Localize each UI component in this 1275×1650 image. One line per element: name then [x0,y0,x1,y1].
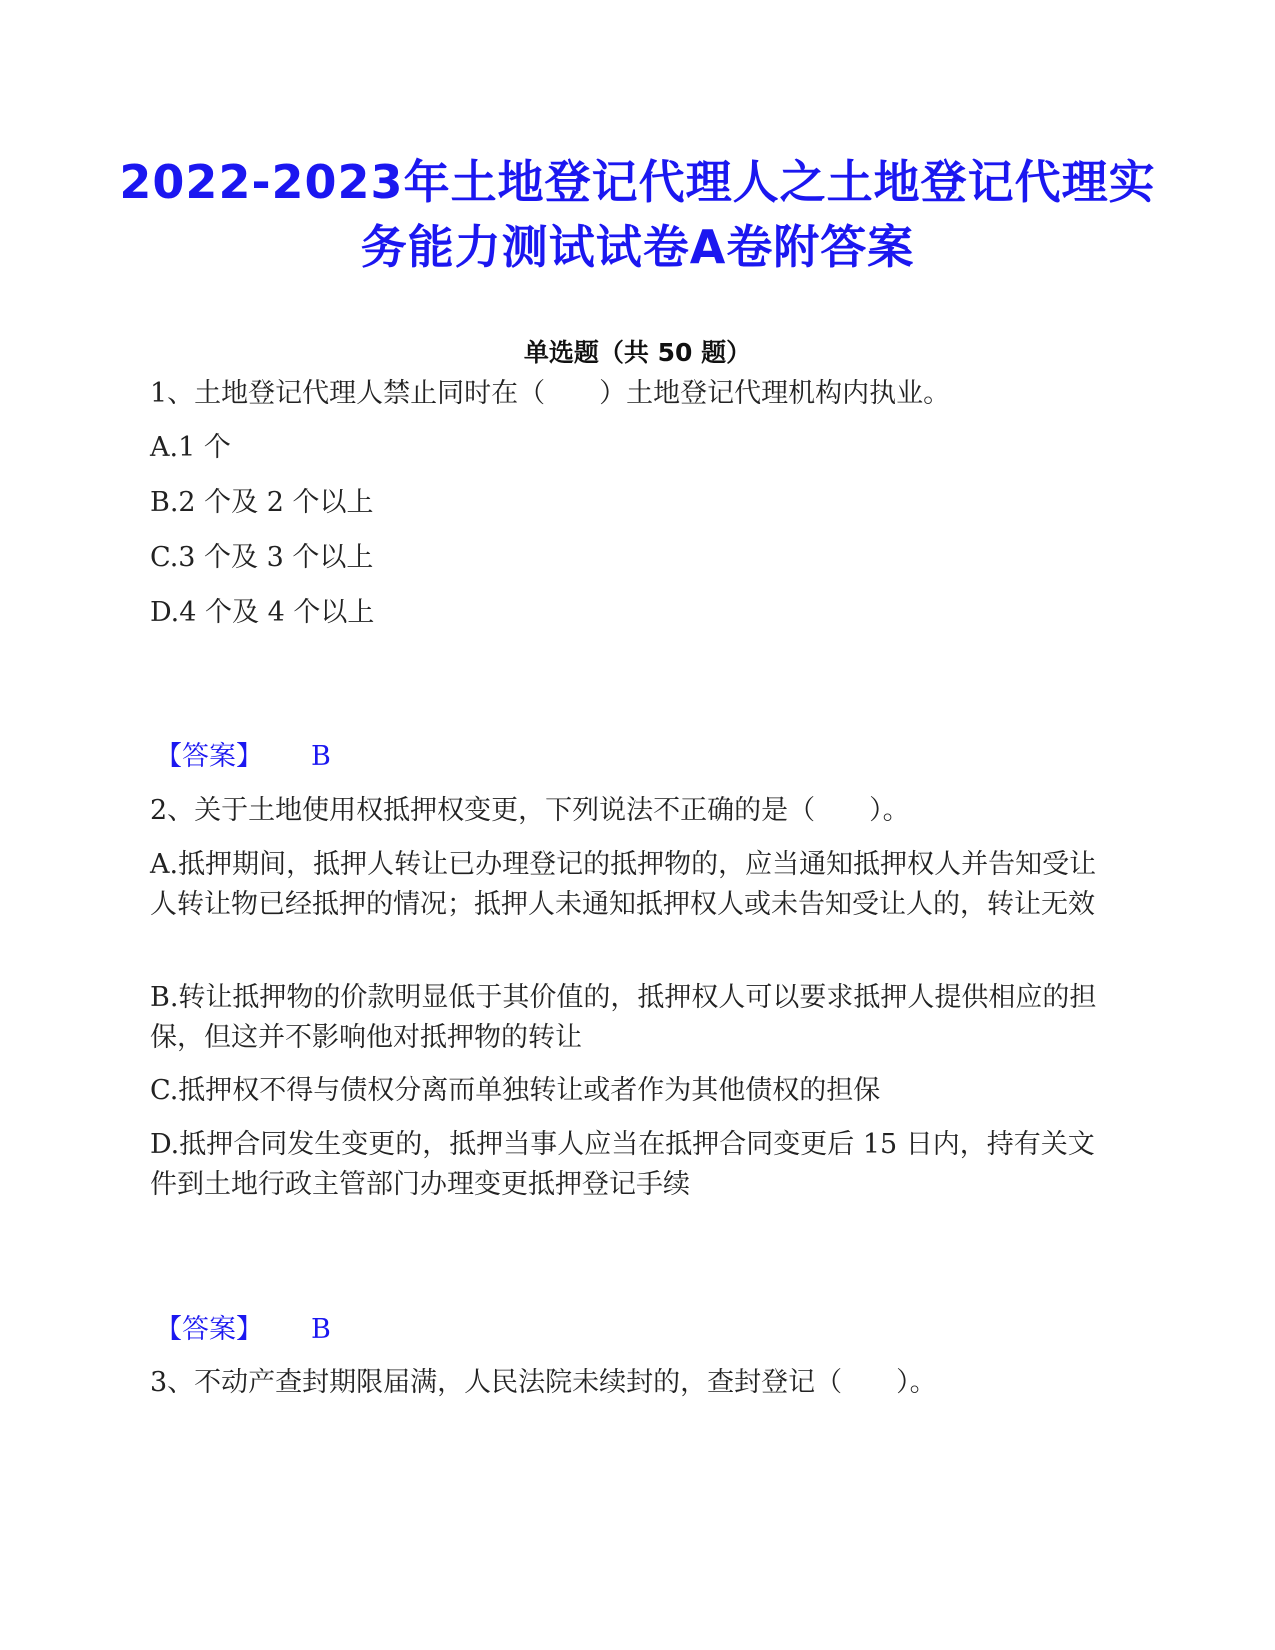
question-1-option-c: C.3 个及 3 个以上 [150,542,374,573]
question-2-answer [155,1310,331,1350]
answer-value: B [311,1314,331,1345]
question-2-option-a: A.抵押期间，抵押人转让已办理登记的抵押物的，应当通知抵押权人并告知受让人转让物已经抵押的情况；抵押人未通知抵押权人或未告知受让人的，转让无效 [150,849,1097,920]
document-title: 2022-2023年土地登记代理人之土地登记代理实务能力测试试卷A卷附答案 [119,155,1156,274]
answer-label: 【答案】 [155,741,263,772]
question-1-option-a: A.1 个 [150,432,231,463]
question-2-option-d: D.抵押合同发生变更的，抵押当事人应当在抵押合同变更后 15 日内，持有关文件到土地行政主管部门办理变更抵押登记手续 [150,1129,1095,1200]
question-1-option-d: D.4 个及 4 个以上 [150,597,375,628]
question-1-answer [155,737,331,777]
question-2-option-c: C.抵押权不得与债权分离而单独转让或者作为其他债权的担保 [150,1075,881,1106]
question-2-stem: 2、关于土地使用权抵押权变更，下列说法不正确的是（ ）。 [150,795,910,826]
answer-label: 【答案】 [155,1314,263,1345]
question-1-stem: 1、土地登记代理人禁止同时在（ ）土地登记代理机构内执业。 [150,378,951,409]
question-3-stem: 3、不动产查封期限届满，人民法院未续封的，查封登记（ ）。 [150,1367,937,1398]
section-heading: 单选题（共 50 题） [523,338,752,367]
answer-value: B [311,741,331,772]
question-1-option-b: B.2 个及 2 个以上 [150,487,374,518]
question-2-option-b: B.转让抵押物的价款明显低于其价值的，抵押权人可以要求抵押人提供相应的担保，但这并不影响他对抵押物的转让 [150,982,1097,1053]
